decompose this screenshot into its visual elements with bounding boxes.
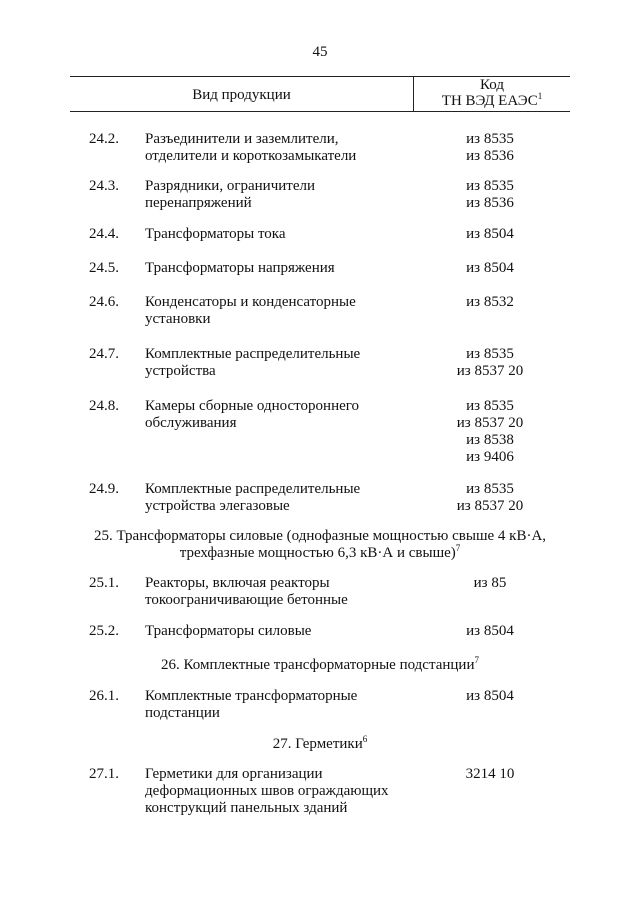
row-product-name: Герметики для организации деформационных швов ограждающих конструкций панельных зданий — [145, 766, 389, 816]
table-header-bottom-rule — [70, 111, 570, 112]
row-code: из 8535 из 8537 20 из 8538 из 9406 — [456, 398, 524, 465]
row-number: 27.1. — [89, 766, 119, 782]
column-header-product: Вид продукции — [192, 87, 291, 103]
row-product-name: Реакторы, включая реакторы токоограничивающие бетонные — [145, 575, 348, 608]
row-number: 24.4. — [89, 226, 119, 242]
column-header-code-line2: ТН ВЭД ЕАЭС$^1$ — [441, 91, 543, 109]
row-product-name: Разъединители и заземлители, отделители и короткозамыкатели — [145, 131, 357, 164]
row-code: из 8535 из 8537 20 — [456, 481, 524, 514]
row-product-name: Комплектные распределительные устройства элегазовые — [145, 481, 361, 514]
row-product-name: Трансформаторы напряжения — [145, 260, 335, 276]
row-product-name: Конденсаторы и конденсаторные установки — [145, 294, 356, 327]
row-product-name: Разрядники, ограничители перенапряжений — [145, 178, 315, 211]
row-product-name: Комплектные распределительные устройства — [145, 346, 361, 379]
row-code: из 85 — [473, 575, 507, 591]
row-code: из 8535 из 8536 — [466, 178, 514, 211]
section-heading-27: 27. Герметики$^6$ — [272, 734, 368, 752]
row-code: из 8504 — [466, 623, 514, 639]
footnote-marker: 7 — [474, 655, 479, 665]
page-number: 45 — [312, 44, 328, 60]
row-product-name: Трансформаторы силовые — [145, 623, 312, 639]
row-number: 24.5. — [89, 260, 119, 276]
footnote-marker: 7 — [455, 543, 461, 553]
section-heading-25: 25. Трансформаторы силовые (однофазные мощностью свыше 4 кВ·А, трехфазные мощностью 6,3 кВ·А и свыше)$^7$ — [93, 528, 547, 561]
row-number: 24.2. — [89, 131, 119, 147]
row-number: 24.7. — [89, 346, 119, 362]
row-number: 26.1. — [89, 688, 119, 704]
row-number: 24.8. — [89, 398, 119, 414]
row-number: 24.3. — [89, 178, 119, 194]
footnote-marker: 1 — [537, 91, 543, 101]
row-code: из 8535 из 8537 20 — [456, 346, 524, 379]
row-code: из 8535 из 8536 — [466, 131, 514, 164]
footnote-marker: 6 — [362, 734, 368, 744]
row-product-name: Комплектные трансформаторные подстанции — [145, 688, 358, 721]
row-number: 24.6. — [89, 294, 119, 310]
row-code: из 8504 — [466, 226, 514, 242]
row-code: 3214 10 — [465, 766, 515, 782]
column-header-code — [414, 77, 570, 109]
row-number: 25.1. — [89, 575, 119, 591]
section-heading-26: 26. Комплектные трансформаторные подстанции$^7$ — [161, 655, 479, 673]
row-number: 25.2. — [89, 623, 119, 639]
row-product-name: Камеры сборные одностороннего обслуживания — [145, 398, 360, 431]
row-product-name: Трансформаторы тока — [145, 226, 286, 242]
row-code: из 8504 — [466, 688, 514, 704]
row-code: из 8532 — [466, 294, 514, 310]
row-number: 24.9. — [89, 481, 119, 497]
row-code: из 8504 — [466, 260, 514, 276]
column-header-code-line1: Код — [480, 77, 504, 93]
